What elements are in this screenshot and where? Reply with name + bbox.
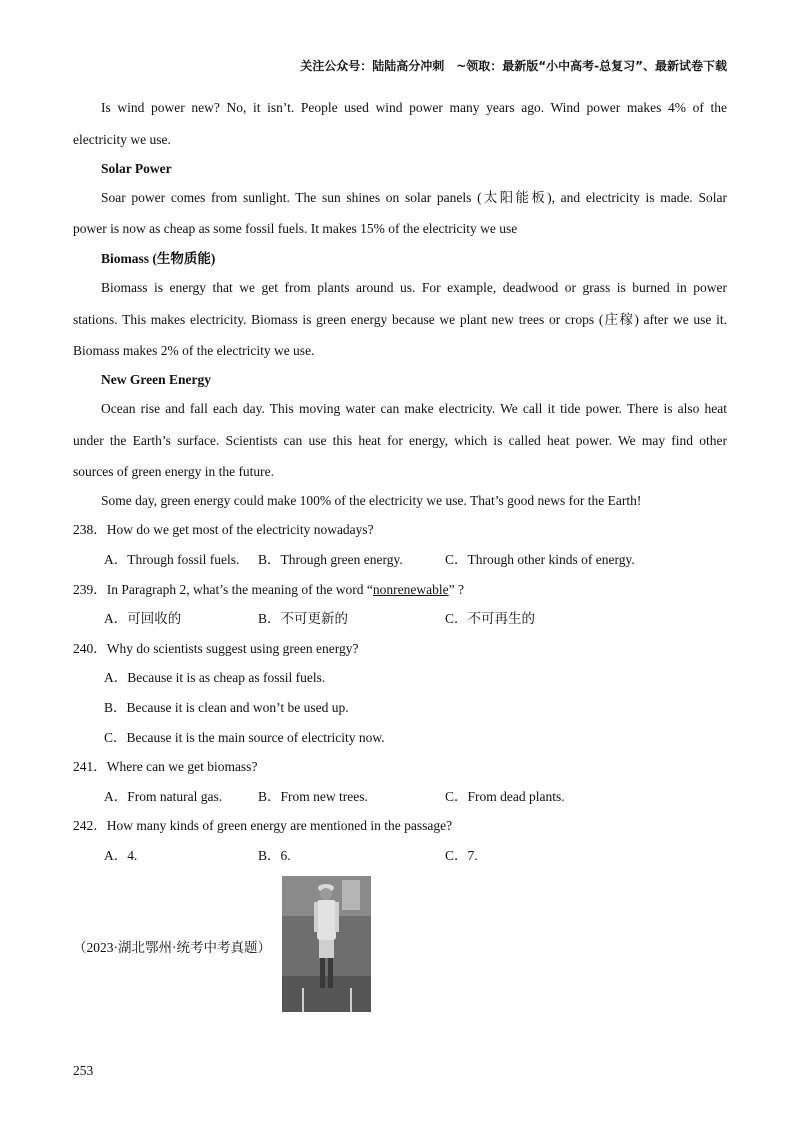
section-heading-new-green-energy: New Green Energy xyxy=(101,372,211,387)
question-238-option-c: C．Through other kinds of energy. xyxy=(445,552,635,567)
question-242-stem: 242．How many kinds of green energy are mentioned in the passage? xyxy=(73,818,453,833)
question-238-stem: 238．How do we get most of the electricity nowadays? xyxy=(73,522,374,537)
source-citation: （2023·湖北鄂州·统考中考真题） xyxy=(73,940,271,955)
runway-photo xyxy=(282,876,371,1012)
question-239-option-a: A．可回收的 xyxy=(104,611,182,626)
question-239-stem-prefix: 239．In Paragraph 2, what’s the meaning of the word “ xyxy=(73,582,373,597)
paragraph-line: Ocean rise and fall each day. This moving water can make electricity. We call it tide power. There is also heat xyxy=(101,401,727,416)
question-240-stem: 240．Why do scientists suggest using green energy? xyxy=(73,641,359,656)
question-239-stem-suffix: ” ? xyxy=(448,582,464,597)
question-241-stem: 241．Where can we get biomass? xyxy=(73,759,258,774)
page-number: 253 xyxy=(73,1063,94,1078)
question-240-option-c: C．Because it is the main source of electricity now. xyxy=(104,730,385,745)
paragraph-line: Is wind power new? No, it isn’t. People used wind power many years ago. Wind power makes 4% of the xyxy=(101,100,727,115)
question-240-option-a: A．Because it is as cheap as fossil fuels. xyxy=(104,670,326,685)
underlined-word: nonrenewable xyxy=(372,582,449,597)
paragraph-line: Biomass makes 2% of the electricity we use. xyxy=(73,343,315,358)
section-heading-solar: Solar Power xyxy=(101,161,172,176)
question-238-option-b: B．Through green energy. xyxy=(258,552,403,567)
question-241-option-a: A．From natural gas. xyxy=(104,789,223,804)
question-242-option-b: B．6. xyxy=(258,848,291,863)
paragraph-line: under the Earth’s surface. Scientists can use this heat for energy, which is called heat power. We may find other xyxy=(73,433,727,448)
section-heading-biomass: Biomass (生物质能) xyxy=(101,251,216,266)
paragraph-line: Some day, green energy could make 100% of the electricity we use. That’s good news for the Earth! xyxy=(101,493,642,508)
question-239-option-c: C．不可再生的 xyxy=(445,611,536,626)
paragraph-line: sources of green energy in the future. xyxy=(73,464,275,479)
question-239-stem xyxy=(73,582,464,598)
question-238-option-a: A．Through fossil fuels. xyxy=(104,552,240,567)
question-241-option-c: C．From dead plants. xyxy=(445,789,565,804)
question-239-option-b: B．不可更新的 xyxy=(258,611,349,626)
paragraph-line: Biomass is energy that we get from plants around us. For example, deadwood or grass is burned in power xyxy=(101,280,727,295)
paragraph-line: electricity we use. xyxy=(73,132,171,147)
paragraph-line: stations. This makes electricity. Biomass is green energy because we plant new trees or crops (庄稼) after we use it. xyxy=(73,312,727,327)
page-header: 关注公众号：陆陆高分冲刺 ~领取：最新版“小中高考-总复习”、最新试卷下载 xyxy=(300,59,727,73)
question-240-option-b: B．Because it is clean and won’t be used up. xyxy=(104,700,349,715)
question-242-option-a: A．4. xyxy=(104,848,138,863)
paragraph-line: power is now as cheap as some fossil fuels. It makes 15% of the electricity we use xyxy=(73,221,518,236)
question-241-option-b: B．From new trees. xyxy=(258,789,368,804)
question-242-option-c: C．7. xyxy=(445,848,478,863)
model-illustration xyxy=(282,876,371,1012)
paragraph-line: Soar power comes from sunlight. The sun shines on solar panels (太阳能板), and electricity is made. Solar xyxy=(101,190,727,205)
